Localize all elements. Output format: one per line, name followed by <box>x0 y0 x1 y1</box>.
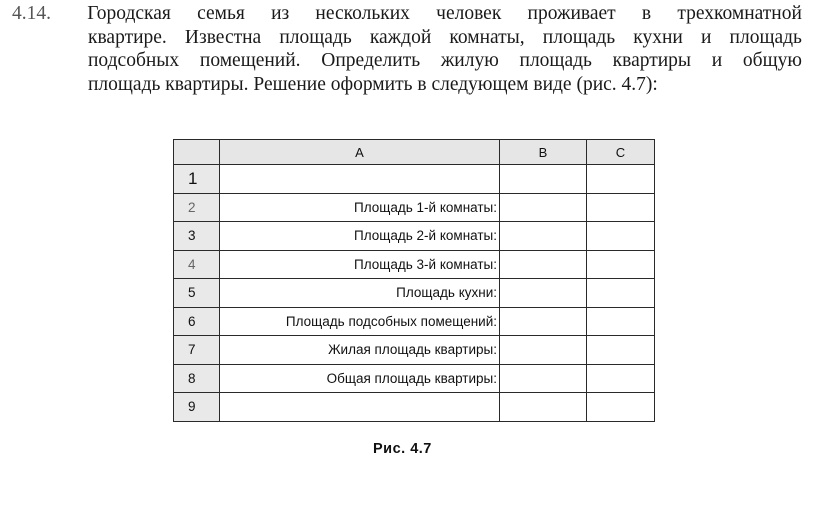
cell-c[interactable] <box>587 222 655 251</box>
row-header[interactable]: 9 <box>174 393 220 422</box>
cell-a[interactable]: Площадь подсобных помещений: <box>220 307 500 336</box>
cell-a[interactable]: Общая площадь квартиры: <box>220 364 500 393</box>
cell-b[interactable] <box>500 250 587 279</box>
word: площадь <box>729 26 802 48</box>
word: комнаты, <box>449 26 525 48</box>
row-header[interactable]: 6 <box>174 307 220 336</box>
row-header[interactable]: 7 <box>174 336 220 365</box>
figure-caption: Рис. 4.7 <box>373 441 432 457</box>
problem-number: 4.14. <box>12 3 51 24</box>
row-header[interactable]: 8 <box>174 364 220 393</box>
word: и <box>700 26 712 48</box>
select-all-corner[interactable] <box>174 140 220 165</box>
word: и <box>711 50 723 71</box>
row-header[interactable]: 2 <box>174 193 220 222</box>
word: кухни <box>633 26 683 48</box>
word: семья <box>197 3 245 24</box>
cell-b[interactable] <box>500 279 587 308</box>
word: площадь <box>279 26 352 48</box>
cell-b[interactable] <box>500 222 587 251</box>
word: Определить <box>321 50 421 71</box>
row-header[interactable]: 3 <box>174 222 220 251</box>
word: площадь <box>519 50 592 71</box>
spreadsheet <box>173 139 655 422</box>
column-header-c[interactable]: C <box>587 140 655 165</box>
table-row <box>174 222 655 251</box>
cell-a[interactable]: Площадь 3-й комнаты: <box>220 250 500 279</box>
column-header-a[interactable]: A <box>220 140 500 165</box>
cell-a[interactable]: Площадь 1-й комнаты: <box>220 193 500 222</box>
cell-a[interactable] <box>220 165 500 194</box>
word: подсобных <box>88 50 180 71</box>
cell-c[interactable] <box>587 165 655 194</box>
cell-b[interactable] <box>500 364 587 393</box>
word: квартиры <box>612 50 692 71</box>
cell-b[interactable] <box>500 393 587 422</box>
cell-a[interactable]: Площадь кухни: <box>220 279 500 308</box>
problem-line-4 <box>12 73 802 97</box>
word: Городская <box>87 3 171 24</box>
row-header[interactable]: 1 <box>174 165 220 194</box>
cell-b[interactable] <box>500 193 587 222</box>
word: каждой <box>369 26 432 48</box>
cell-a[interactable]: Жилая площадь квартиры: <box>220 336 500 365</box>
cell-c[interactable] <box>587 250 655 279</box>
word: жилую <box>440 50 499 71</box>
cell-b[interactable] <box>500 307 587 336</box>
cell-a[interactable] <box>220 393 500 422</box>
cell-c[interactable] <box>587 279 655 308</box>
table-row <box>174 307 655 336</box>
word: Известна <box>184 26 262 48</box>
cell-c[interactable] <box>587 336 655 365</box>
word: квартире. <box>88 26 167 48</box>
problem-line-2 <box>12 26 802 50</box>
word: нескольких <box>315 3 410 24</box>
column-header-b[interactable]: B <box>500 140 587 165</box>
word: трехкомнатной <box>677 3 802 24</box>
table-row <box>174 364 655 393</box>
problem-line-1 <box>12 2 802 26</box>
word: проживает <box>527 3 616 24</box>
problem-line-3 <box>12 49 802 73</box>
word: в <box>641 3 652 24</box>
table-row <box>174 250 655 279</box>
cell-b[interactable] <box>500 336 587 365</box>
table-row <box>174 193 655 222</box>
cell-a[interactable]: Площадь 2-й комнаты: <box>220 222 500 251</box>
table-row <box>174 279 655 308</box>
cell-c[interactable] <box>587 393 655 422</box>
word: помещений. <box>199 50 301 71</box>
problem-text <box>12 2 802 96</box>
cell-c[interactable] <box>587 193 655 222</box>
table-row <box>174 393 655 422</box>
cell-c[interactable] <box>587 364 655 393</box>
word: человек <box>436 3 502 24</box>
row-header[interactable]: 4 <box>174 250 220 279</box>
row-header[interactable]: 5 <box>174 279 220 308</box>
word: площадь <box>542 26 616 48</box>
cell-c[interactable] <box>587 307 655 336</box>
word: общую <box>742 50 802 71</box>
table-row <box>174 165 655 194</box>
word: из <box>271 3 290 24</box>
column-header-row <box>174 140 655 165</box>
cell-b[interactable] <box>500 165 587 194</box>
table-row <box>174 336 655 365</box>
problem-line-4-text: площадь квартиры. Решение оформить в следующем виде (рис. 4.7): <box>88 73 658 95</box>
